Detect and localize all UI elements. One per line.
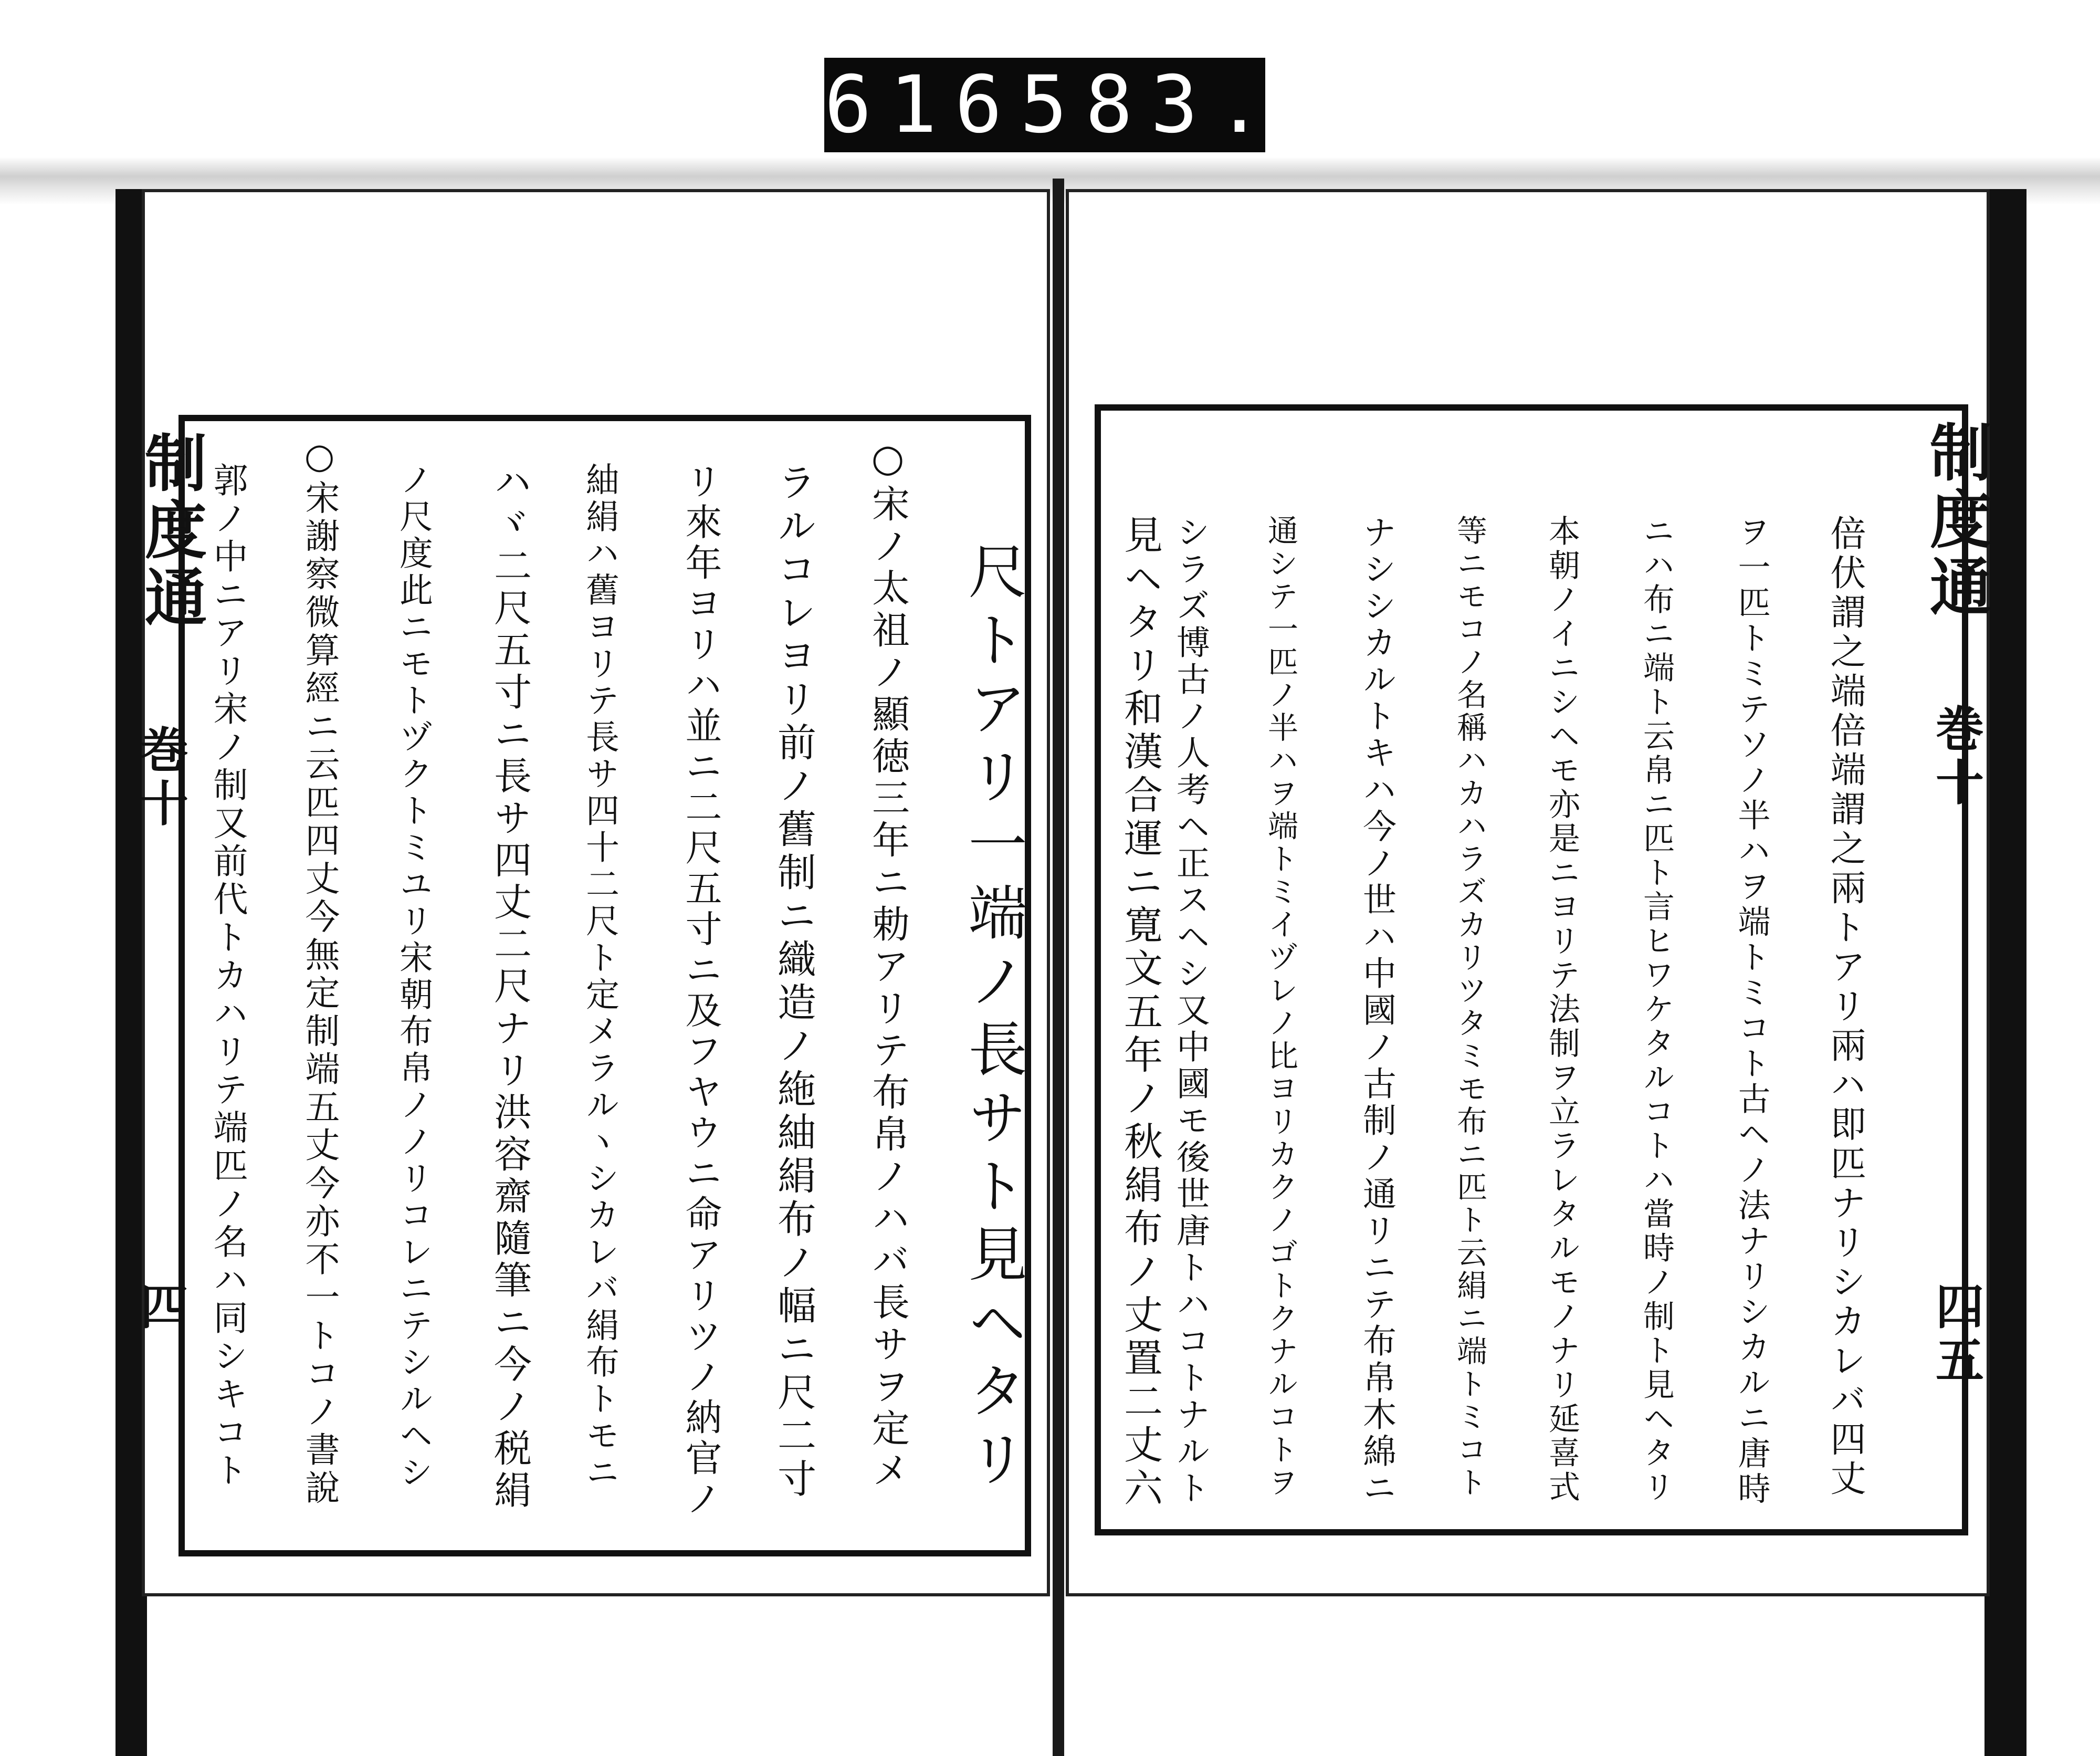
accession-number-2: 583. <box>1020 59 1282 151</box>
left-column-9: 郭ノ中ニアリ宋ノ制又前代トカハリテ端匹ノ名ハ同シキコト <box>207 462 248 1490</box>
left-column-3: ラルコレヨリ前ノ舊制ニ織造ノ絁紬絹布ノ幅ニ尺二寸 <box>771 462 816 1502</box>
right-marginal-volume: 巻十 <box>1928 704 1984 811</box>
right-column-8: シラズ博古ノ人考ヘ正スヘシ又中國モ後世唐トハコトナルト <box>1171 515 1210 1507</box>
right-column-5: 等ニモコノ名稱ハカハラズカリツタミモ布ニ匹ト云絹ニ端トミコト <box>1452 515 1487 1499</box>
right-column-6: ナシシカルトキハ今ノ世ハ中國ノ古制ノ通リニテ布帛木綿ニ <box>1357 515 1396 1507</box>
right-column-7: 通シテ一匹ノ半ハヲ端トミイヅレノ比ヨリカクノゴトクナルコトヲ <box>1263 515 1298 1499</box>
left-marginal-folio: 四 <box>132 1281 189 1335</box>
right-column-1: 倍伏謂之端倍端謂之兩トアリ兩ハ即匹ナリシカレバ四丈 <box>1824 515 1866 1499</box>
left-column-7: ノ尺度此ニモトヅクトミユリ宋朝布帛ノノリコレニテシルヘシ <box>394 462 433 1491</box>
right-marginal-title: 制度通 <box>1919 420 1992 622</box>
right-column-3: ニハ布ニ端ト云帛ニ匹ト言ヒワケタルコトハ當時ノ制ト見ヘタリ <box>1638 515 1675 1504</box>
accession-number-1: 616 <box>824 59 1020 151</box>
left-column-2: ○宋ノ太祖ノ顯徳三年ニ勅アリテ布帛ノハバ長サヲ定メ <box>866 436 910 1492</box>
right-column-9: 見ヘタリ和漢合運ニ寛文五年ノ秋絹布ノ丈置二丈六 <box>1118 515 1163 1511</box>
left-marginal-title: 制度通 <box>134 431 207 632</box>
left-column-5: 紬絹ハ舊ヨリテ長サ四十二尺ト定メラルヽシカレバ絹布トモニ <box>580 462 619 1491</box>
left-column-6: ハヾ二尺五寸ニ長サ四丈二尺ナリ洪容齋隨筆ニ今ノ税絹 <box>488 462 532 1512</box>
left-column-8: ○宋謝察微算經ニ云匹四丈今無定制端五丈今亦不一トコノ書說 <box>299 436 340 1508</box>
right-column-2: ヲ一匹トミテソノ半ハヲ端トミコト古ヘノ法ナリシカルニ唐時 <box>1732 515 1771 1507</box>
left-column-1: 尺トアリ一端ノ長サト見ヘタリ <box>959 541 1027 1497</box>
left-column-4: リ來年ヨリハ並ニ二尺五寸ニ及フヤウニ命アリツノ納官ノ <box>679 462 722 1520</box>
accession-number-label <box>824 58 1282 152</box>
right-column-4: 本朝ノイニシヘモ亦是ニヨリテ法制ヲ立ラレタルモノナリ延喜式 <box>1544 515 1580 1504</box>
book-spine <box>1053 179 1064 1756</box>
left-marginal-volume: 巻十 <box>132 725 189 832</box>
right-marginal-folio: 四五 <box>1928 1281 1984 1388</box>
